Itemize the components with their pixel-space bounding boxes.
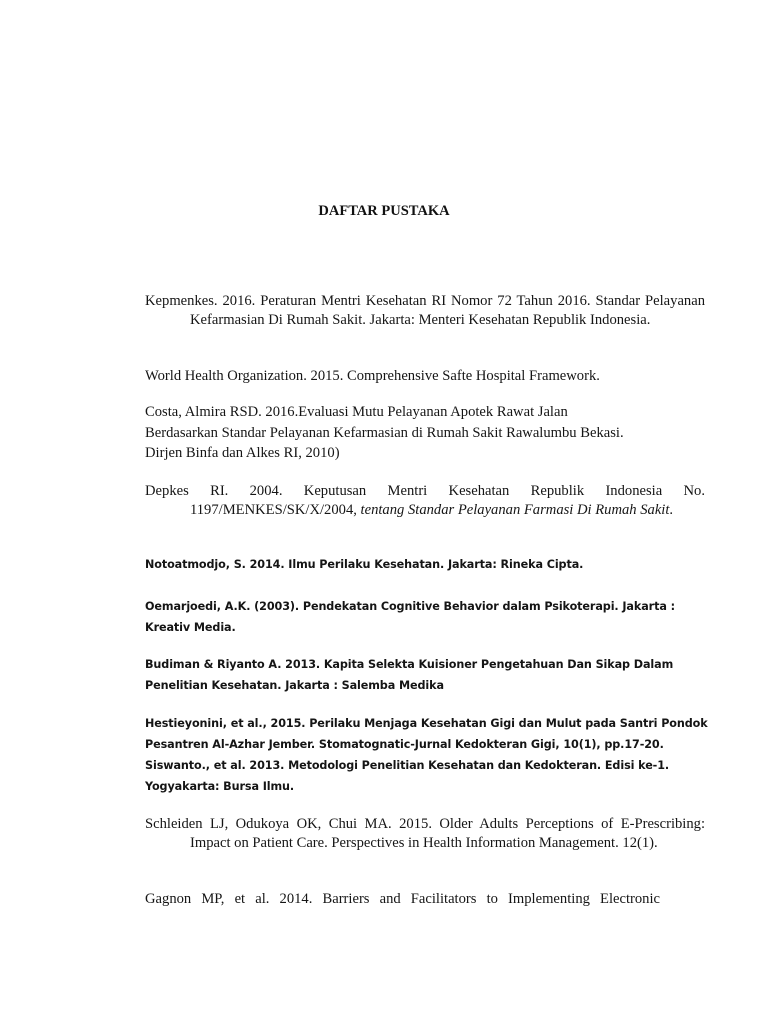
reference-line: Budiman & Riyanto A. 2013. Kapita Selekta Kuisioner Pengetahuan Dan Sikap Dalam [145,658,674,671]
reference-line: Oemarjoedi, A.K. (2003). Pendekatan Cognitive Behavior dalam Psikoterapi. Jakarta : [145,600,675,613]
reference-line: Berdasarkan Standar Pelayanan Kefarmasian di Rumah Sakit Rawalumbu Bekasi. [145,424,624,441]
reference-line: Pesantren Al-Azhar Jember. Stomatognatic-Jurnal Kedokteran Gigi, 10(1), pp.17-20. [145,738,664,751]
reference-gagnon: Gagnon MP, et al. 2014. Barriers and Facilitators to Implementing Electronic [145,891,660,907]
reference-line: Siswanto., et al. 2013. Metodologi Penelitian Kesehatan dan Kedokteran. Edisi ke-1. [145,759,670,772]
reference-kepmenkes: Kepmenkes. 2016. Peraturan Mentri Kesehatan RI Nomor 72 Tahun 2016. Standar Pelayanan Kefarmasian Di Rumah Sakit. Jakarta: Menteri Kesehatan Republik Indonesia. [145,293,705,328]
reference-line: Dirjen Binfa dan Alkes RI, 2010) [145,445,340,461]
reference-text: Depkes RI. 2004. Keputusan Mentri Kesehatan Republik Indonesia No. 1197/MENKES/SK/X/2004, [145,483,705,518]
page-title: DAFTAR PUSTAKA [318,203,450,219]
reference-line: Costa, Almira RSD. 2016.Evaluasi Mutu Pelayanan Apotek Rawat Jalan [145,404,568,420]
reference-end: . [669,502,674,518]
reference-costa [145,402,660,464]
reference-line: Penelitian Kesehatan. Jakarta : Salemba Medika [145,679,444,692]
reference-depkes [145,482,705,520]
reference-line: Yogyakarta: Bursa Ilmu. [145,780,295,793]
reference-who: World Health Organization. 2015. Comprehensive Safte Hospital Framework. [145,368,600,384]
reference-schleiden: Schleiden LJ, Odukoya OK, Chui MA. 2015. Older Adults Perceptions of E-Prescribing: Impact on Patient Care. Perspectives in Health Information Management. 12(1). [145,816,705,851]
reference-line: Kreativ Media. [145,621,236,634]
reference-notoatmodjo: Notoatmodjo, S. 2014. Ilmu Perilaku Kesehatan. Jakarta: Rineka Cipta. [145,558,584,571]
reference-oemarjoedi [145,596,675,638]
reference-italic-title: tentang Standar Pelayanan Farmasi Di Rumah Sakit [360,502,670,518]
reference-line: Hestieyonini, et al., 2015. Perilaku Menjaga Kesehatan Gigi dan Mulut pada Santri Pondok [145,717,708,730]
reference-hestieyonini-siswanto [145,713,708,797]
reference-budiman [145,654,674,696]
